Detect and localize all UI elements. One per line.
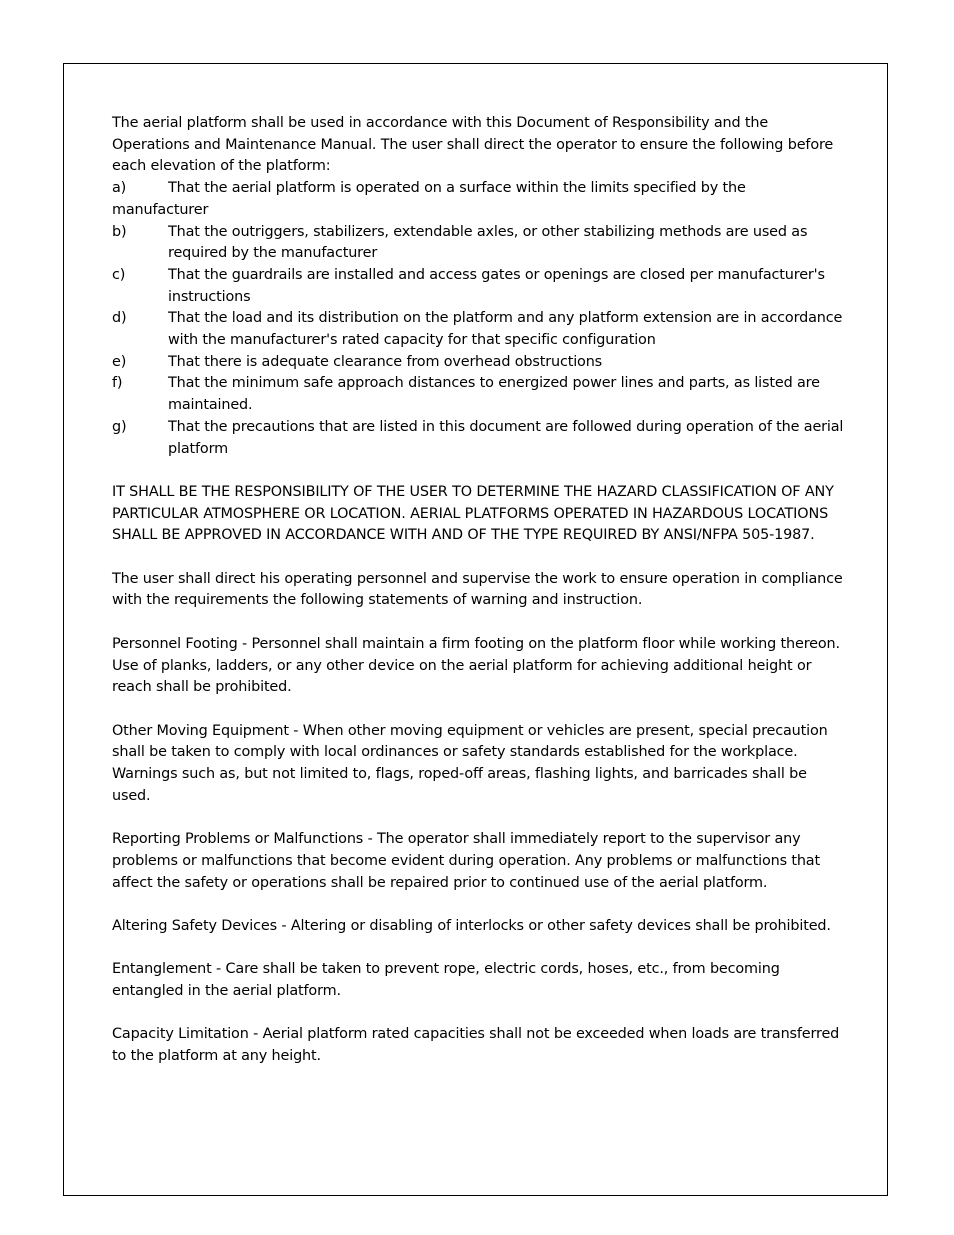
list-item-text: That the load and its distribution on the platform and any platform extension are in accordance with the manufacturer's rated capacity for that specific configuration — [168, 310, 843, 349]
list-item-label: a) — [112, 180, 127, 197]
list-item-text: That the precautions that are listed in this document are followed during operation of the aerial platform — [168, 418, 844, 457]
document-body — [112, 113, 846, 1090]
supervision-paragraph: The user shall direct his operating personnel and supervise the work to ensure operation in compliance with the requirements the following statements of warning and instruction. — [112, 570, 843, 609]
list-item-text: That the aerial platform is operated on a surface within the limits specified by the manufacturer — [112, 180, 746, 218]
list-item — [112, 417, 846, 460]
list-item-label: d) — [112, 310, 127, 327]
list-item-label: e) — [112, 353, 127, 370]
list-item-label: g) — [112, 418, 127, 435]
list-item — [112, 178, 846, 221]
list-item-text: That the minimum safe approach distances to energized power lines and parts, as listed are maintained. — [168, 375, 820, 414]
list-item — [112, 373, 846, 416]
list-item-label: f) — [112, 375, 123, 392]
altering-safety-devices-paragraph: Altering Safety Devices - Altering or disabling of interlocks or other safety devices shall be prohibited. — [112, 917, 831, 934]
list-item-text: That the guardrails are installed and access gates or openings are closed per manufacturer's instructions — [168, 266, 825, 305]
list-item — [112, 352, 846, 374]
list-item — [112, 222, 846, 265]
pre-elevation-checklist — [112, 178, 846, 460]
list-item-label: c) — [112, 266, 126, 283]
hazard-notice: IT SHALL BE THE RESPONSIBILITY OF THE USER TO DETERMINE THE HAZARD CLASSIFICATION OF ANY PARTICULAR ATMOSPHERE OR LOCATION. AERIAL PLATFORMS OPERATED IN HAZARDOUS LOCATIONS SHALL BE APPROVED IN ACCORDANCE WITH AND OF THE TYPE REQUIRED BY ANSI/NFPA 505-1987. — [112, 483, 834, 544]
intro-paragraph: The aerial platform shall be used in accordance with this Document of Responsibility and the Operations and Maintenance Manual. The user shall direct the operator to ensure the following before each elevation of the platform: — [112, 115, 834, 175]
list-item-text: That there is adequate clearance from overhead obstructions — [168, 353, 603, 370]
list-item — [112, 265, 846, 308]
reporting-problems-paragraph: Reporting Problems or Malfunctions - The operator shall immediately report to the supervisor any problems or malfunctions that become evident during operation. Any problems or malfunctions that affect the safety or operations shall be repaired prior to continued use of the aerial platform. — [112, 831, 820, 891]
personnel-footing-paragraph: Personnel Footing - Personnel shall maintain a firm footing on the platform floor while working thereon. Use of planks, ladders, or any other device on the aerial platform for achieving additional height or reach shall be prohibited. — [112, 635, 840, 696]
list-item-label: b) — [112, 223, 127, 240]
capacity-limitation-paragraph: Capacity Limitation - Aerial platform rated capacities shall not be exceeded when loads are transferred to the platform at any height. — [112, 1026, 840, 1065]
list-item-text: That the outriggers, stabilizers, extendable axles, or other stabilizing methods are used as required by the manufacturer — [168, 223, 808, 262]
other-moving-equipment-paragraph: Other Moving Equipment - When other moving equipment or vehicles are present, special precaution shall be taken to comply with local ordinances or safety standards established for the workplace. Warnings such as, but not limited to, flags, roped-off areas, flashing lights, and barricades shall be used. — [112, 722, 828, 804]
entanglement-paragraph: Entanglement - Care shall be taken to prevent rope, electric cords, hoses, etc., from becoming entangled in the aerial platform. — [112, 961, 780, 1000]
list-item — [112, 308, 846, 351]
